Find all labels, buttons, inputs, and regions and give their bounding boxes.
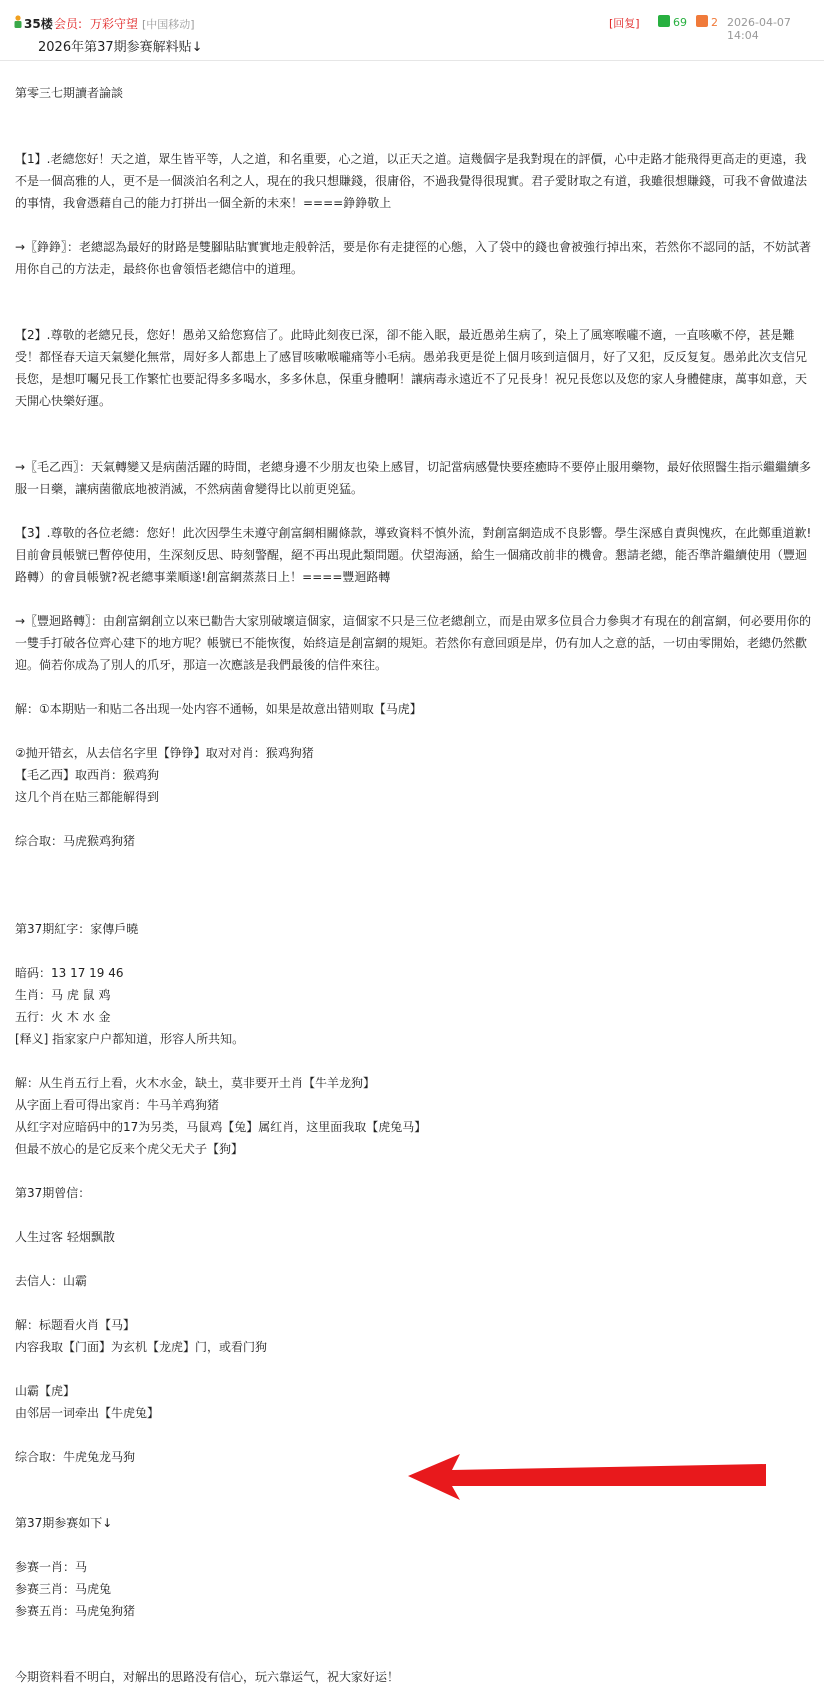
content-line: 人生过客 轻烟飘散 (15, 1230, 115, 1244)
blank-line (15, 940, 815, 962)
content-line: 去信人：山霸 (15, 1274, 88, 1288)
blank-line (15, 280, 815, 302)
content-line: 山霸【虎】 (15, 1384, 76, 1398)
blank-line (15, 214, 815, 236)
content-line: 解：标题看火肖【马】 (15, 1318, 136, 1332)
blank-line (15, 1204, 815, 1226)
blank-line (15, 896, 815, 918)
blank-line (15, 852, 815, 874)
blank-line (15, 434, 815, 456)
content-line: →〖毛乙西〗：天氣轉變又是病菌活躍的時間，老總身邊不少朋友也染上感冒，切記當病感覺快要痊癒時不要停止服用藥物，最好依照醫生指示繼繼續多服一日藥，讓病菌徹底地被消滅，不然病菌會變得比以前更兇猛。 (15, 460, 812, 496)
content-line: 解：①本期贴一和贴二各出现一处内容不通畅，如果是故意出错则取【马虎】 (15, 702, 422, 716)
blank-line (15, 1424, 815, 1446)
thumbs-down-icon[interactable] (696, 15, 708, 27)
content-line: 【3】.尊敬的各位老總：您好！此次因學生未遵守創富網相關條款，導致資料不慎外流，對創富網造成不良影響。學生深感自責與愧疚，在此鄭重道歉!目前會員帳號已暫停使用，生深刻反思、時刻警醒，絕不再出現此類問題。伏望海涵，給生一個痛改前非的機會。懇請老總，能否準許繼續使用（豐迴路轉）的會員帳號?祝老總事業順遂!創富網蒸蒸日上！====豐迴路轉 (15, 526, 812, 584)
content-line: →〖錚錚〗：老總認為最好的財路是雙腳貼貼實實地走般幹活，要是你有走捷徑的心態，入了袋中的錢也會被強行掉出來，若然你不認同的話，不妨試著用你自己的方法走，最終你也會領悟老總信中的道理。 (15, 240, 812, 276)
like-count: 69 (673, 16, 687, 29)
content-line: 由邻居一词牵出【牛虎兔】 (15, 1406, 160, 1420)
content-line: 内容我取【门面】为玄机【龙虎】门，或看门狗 (15, 1340, 268, 1354)
blank-line (15, 126, 815, 148)
thumbs-up-icon[interactable] (658, 15, 670, 27)
content-line: 但最不放心的是它反来个虎父无犬子【狗】 (15, 1142, 244, 1156)
content-line: 暗码：13 17 19 46 (15, 966, 124, 980)
red-arrow-icon (400, 1452, 770, 1502)
blank-line (15, 60, 815, 82)
blank-line (15, 500, 815, 522)
content-line: 这几个肖在贴三都能解得到 (15, 790, 160, 804)
content-line: 从红字对应暗码中的17为另类，马鼠鸡【兔】属红肖，这里面我取【虎兔马】 (15, 1120, 427, 1134)
member-label: 会员: (54, 17, 83, 31)
content-line: 【1】.老總您好！天之道，眾生皆平等，人之道，和名重要，心之道，以正天之道。這幾個字是我對現在的評價，心中走路才能飛得更高走的更遠，我不是一個高雅的人，更不是一個淡泊名利之人，現在的我只想賺錢，很庸俗，不過我覺得很現實。君子愛財取之有道，我雖很想賺錢，可我不會做違法的事情，我會憑藉自己的能力打拼出一個全新的未來！====錚錚敬上 (15, 152, 808, 210)
content-line: 参赛三肖：马虎兔 (15, 1582, 112, 1596)
floor-number: 35楼 (24, 17, 53, 31)
content-line: 五行：火 木 水 金 (15, 1010, 111, 1024)
blank-line (15, 1358, 815, 1380)
blank-line (15, 676, 815, 698)
dislike-count: 2 (711, 16, 718, 29)
blank-line (15, 302, 815, 324)
blank-line (15, 588, 815, 610)
blank-line (15, 874, 815, 896)
blank-line (15, 720, 815, 742)
blank-line (15, 1292, 815, 1314)
content-line: 第零三七期讀者論談 (15, 86, 124, 100)
content-line: [释义] 指家家户户都知道，形容人所共知。 (15, 1032, 245, 1046)
content-line: 综合取：牛虎兔龙马狗 (15, 1450, 136, 1464)
user-level-icon (13, 15, 23, 29)
content-line: 今期资料看不明白，对解出的思路没有信心，玩六靠运气，祝大家好运！ (15, 1670, 400, 1684)
blank-line (15, 1622, 815, 1644)
post-content (15, 60, 815, 1688)
blank-line (15, 808, 815, 830)
carrier-tag: [中国移动] (142, 18, 195, 31)
blank-line (15, 1050, 815, 1072)
content-line: 参赛五肖：马虎兔狗猪 (15, 1604, 136, 1618)
post-title: 2026年第37期参赛解料贴↓ (38, 40, 203, 55)
blank-line (15, 1248, 815, 1270)
content-line: 生肖：马 虎 鼠 鸡 (15, 988, 111, 1002)
reply-button[interactable]: [回复] (609, 17, 640, 30)
content-line: 第37期曾信： (15, 1186, 91, 1200)
blank-line (15, 412, 815, 434)
blank-line (15, 104, 815, 126)
content-line: 【2】.尊敬的老總兄長，您好！愚弟又給您寫信了。此時此刻夜已深，卻不能入眠，最近愚弟生病了，染上了風寒喉嚨不適，一直咳嗽不停，甚是難受！都怪春天這天氣變化無常，周好多人都患上了感冒咳嗽喉嚨痛等小毛病。愚弟我更是從上個月咳到這個月，好了又犯，反反复复。愚弟此次支信兄長您，是想叮囑兄長工作繁忙也要記得多多喝水，多多休息，保重身體啊！讓病毒永遠近不了兄長身！祝兄長您以及您的家人身體健康，萬事如意，天天開心快樂好運。 (15, 328, 808, 408)
member-name-link[interactable]: 万彩守望 (90, 17, 139, 31)
blank-line (15, 1534, 815, 1556)
content-line: ②抛开错玄，从去信名字里【铮铮】取对对肖：猴鸡狗猪 (15, 746, 314, 760)
post-header (0, 0, 824, 61)
blank-line (15, 1644, 815, 1666)
content-line: 解：从生肖五行上看，火木水金，缺土，莫非要开土肖【牛羊龙狗】 (15, 1076, 376, 1090)
content-line: 从字面上看可得出家肖：牛马羊鸡狗猪 (15, 1098, 220, 1112)
blank-line (15, 1160, 815, 1182)
content-line: 参赛一肖：马 (15, 1560, 88, 1574)
post-timestamp: 2026-04-07 14:04 (727, 16, 791, 42)
content-line: 综合取：马虎猴鸡狗猪 (15, 834, 136, 848)
content-line: →〖豐迴路轉〗：由創富網創立以來已勸告大家別破壞這個家，這個家不只是三位老總創立，而是由眾多位員合力參與才有現在的創富網，何必要用你的一雙手打破各位齊心建下的地方呢？帳號已不能恢復，始終這是創富網的規矩。若然你有意回頭是岸，仍有加人之意的話，一切由零開始，老總仍然歡迎。倘若你成為了別人的爪牙，那這一次應該是我們最後的信件來往。 (15, 614, 812, 672)
content-line: 第37期参赛如下↓ (15, 1516, 113, 1530)
content-line: 第37期紅字：家傳戶曉 (15, 922, 139, 936)
content-line: 【毛乙西】取西肖：猴鸡狗 (15, 768, 160, 782)
